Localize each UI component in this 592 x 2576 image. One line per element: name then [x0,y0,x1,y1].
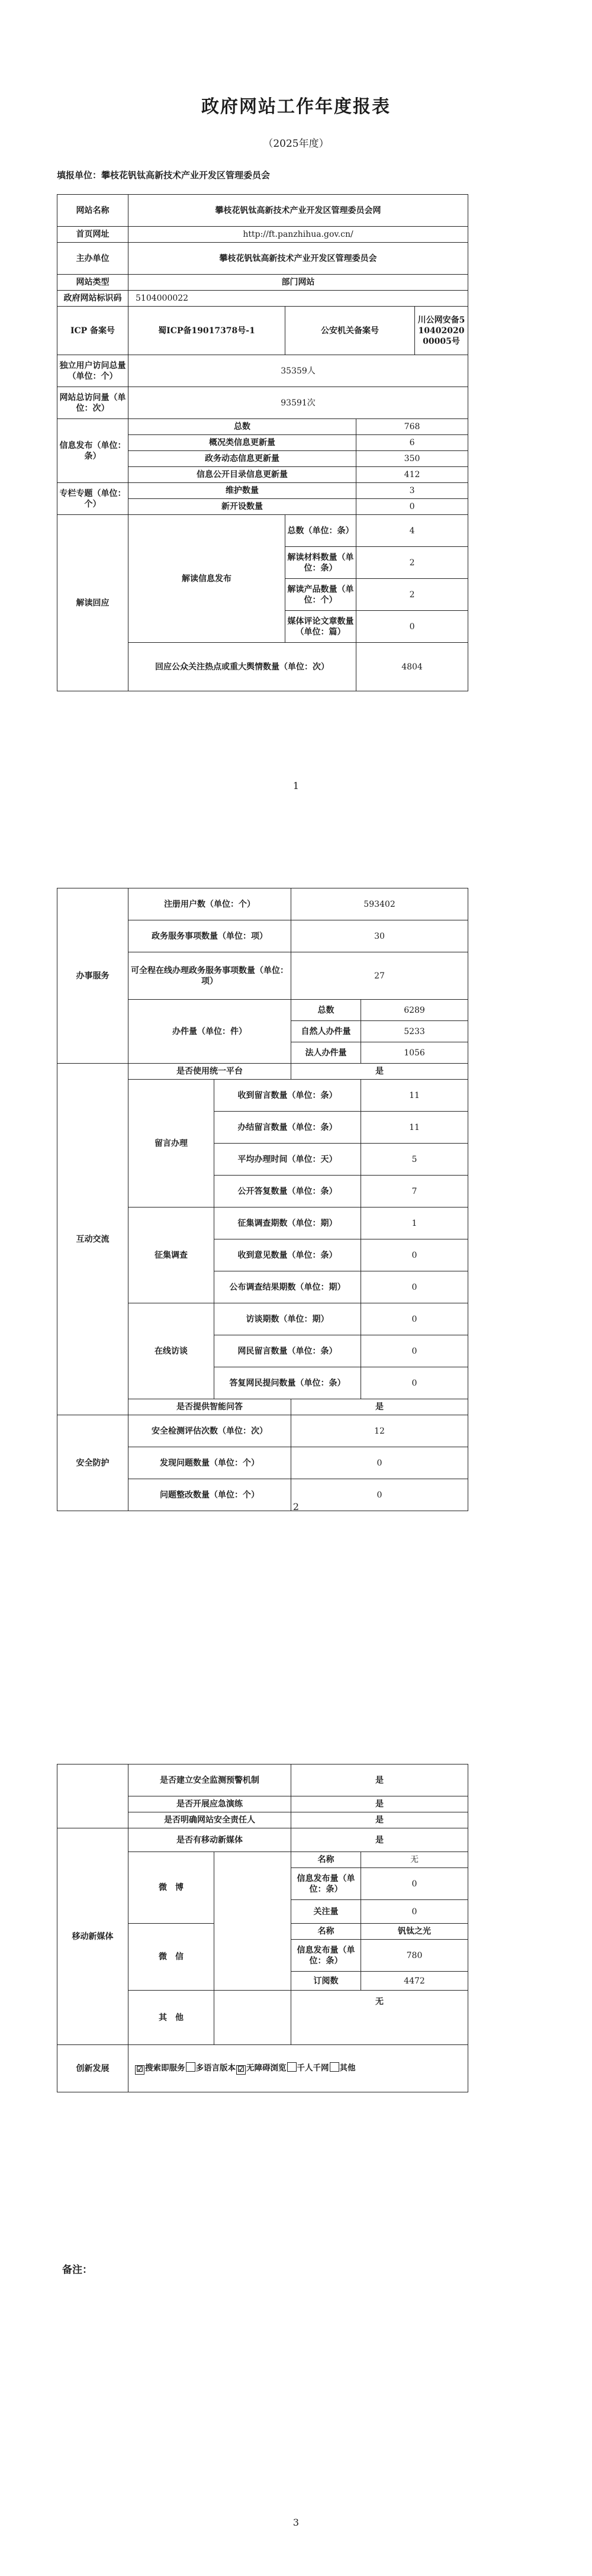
items-value: 30 [291,920,468,952]
interp-hot-value: 4804 [356,643,468,691]
sec-fixed-value: 0 [291,1479,468,1511]
msg-label: 留言办理 [128,1080,214,1208]
column-maint-label: 维护数量 [128,483,356,499]
site-code-label: 政府网站标识码 [57,291,128,307]
sec-eval-label: 安全检测评估次数（单位：次） [128,1415,291,1447]
wechat-subs-label: 订阅数 [291,1972,361,1991]
interp-material-label: 解读材料数量（单位：条） [285,547,356,579]
mobile-has-label: 是否有移动新媒体 [128,1828,291,1852]
sec-monitor-label: 是否建立安全监测预警机制 [128,1764,291,1796]
note-label: 备注： [62,2264,92,2276]
cases-legal-label: 法人办件量 [291,1042,361,1064]
sec-person-label: 是否明确网站安全责任人 [128,1812,291,1828]
innovation-label: 创新发展 [57,2045,128,2092]
innov-option-personalized[interactable]: 千人千网 [287,2062,329,2073]
interp-media-value: 0 [356,611,468,643]
msg-time-value: 5 [361,1144,468,1176]
innov-option-search[interactable]: ☑ 搜索即服务 [134,2063,185,2075]
uv-value: 35359人 [128,355,468,387]
reg-value: 593402 [291,888,468,920]
interp-material-value: 2 [356,547,468,579]
cases-person-label: 自然人办件量 [291,1021,361,1042]
unified-label: 是否使用统一平台 [128,1064,291,1080]
home-url-value: http://ft.panzhihua.gov.cn/ [128,227,468,243]
info-total-value: 768 [356,419,468,435]
column-new-value: 0 [356,499,468,515]
interview-count-label: 访谈期数（单位：期） [214,1303,361,1335]
unified-value: 是 [291,1064,468,1080]
msg-pub-label: 公开答复数量（单位：条） [214,1176,361,1208]
msg-done-label: 办结留言数量（单位：条） [214,1112,361,1144]
security-label: 安全防护 [57,1415,128,1511]
interp-media-label: 媒体评论文章数量（单位：篇） [285,611,356,643]
items-label: 政务服务事项数量（单位：项） [128,920,291,952]
interp-pub-label: 解读信息发布 [128,515,285,643]
interp-hot-label: 回应公众关注热点或重大舆情数量（单位：次） [128,643,356,691]
column-maint-value: 3 [356,483,468,499]
weibo-label: 微 博 [128,1852,214,1924]
police-label: 公安机关备案号 [285,307,415,355]
info-total-label: 总数 [128,419,356,435]
report-table-page1 [57,194,468,691]
interview-reply-value: 0 [361,1367,468,1399]
mobile-has-value: 是 [291,1828,468,1852]
smartqa-value: 是 [291,1399,468,1415]
survey-opinion-label: 收到意见数量（单位：条） [214,1239,361,1271]
wechat-posts-value: 780 [361,1940,468,1972]
site-name-value: 攀枝花钒钛高新技术产业开发区管理委员会网 [128,195,468,227]
innov-option-accessible[interactable]: ☑ 无障碍浏览 [236,2063,287,2075]
innov-option-multilang[interactable]: 多语言版本 [185,2062,236,2073]
interact-label: 互动交流 [57,1064,128,1415]
cases-person-value: 5233 [361,1021,468,1042]
wechat-label: 微 信 [128,1924,214,1991]
cases-label: 办件量（单位：件） [128,1000,291,1064]
site-name-label: 网站名称 [57,195,128,227]
interp-total-label: 总数（单位：条） [285,515,356,547]
uv-label: 独立用户访问总量（单位：个） [57,355,128,387]
sec-found-label: 发现问题数量（单位：个） [128,1447,291,1479]
sec-person-value: 是 [291,1812,468,1828]
page-number-2: 2 [292,1501,300,1512]
service-label: 办事服务 [57,888,128,1064]
pv-label: 网站总访问量（单位：次） [57,387,128,419]
report-title: 政府网站工作年度报表 [201,96,391,117]
pv-value: 93591次 [128,387,468,419]
interview-msg-value: 0 [361,1335,468,1367]
interp-total-value: 4 [356,515,468,547]
interview-label: 在线访谈 [128,1303,214,1399]
info-open-value: 412 [356,467,468,483]
other-label: 其 他 [128,1991,214,2045]
wechat-name-value: 钒钛之光 [361,1924,468,1940]
survey-label: 征集调查 [128,1208,214,1303]
site-type-value: 部门网站 [128,275,468,291]
reg-label: 注册用户数（单位：个） [128,888,291,920]
report-table-page3 [57,1764,468,2092]
msg-recv-label: 收到留言数量（单位：条） [214,1080,361,1112]
checkbox-checked-icon: ☑ [135,2065,144,2075]
survey-count-value: 1 [361,1208,468,1239]
online-items-label: 可全程在线办理政务服务事项数量（单位：项） [128,952,291,1000]
info-news-value: 350 [356,451,468,467]
weibo-name-value: 无 [361,1852,468,1868]
sec-eval-value: 12 [291,1415,468,1447]
page3-security-cont [57,1764,128,1828]
icp-label: ICP 备案号 [57,307,128,355]
wechat-posts-label: 信息发布量（单位：条） [291,1940,361,1972]
weibo-follow-value: 0 [361,1900,468,1924]
icp-value: 蜀ICP备19017378号-1 [128,307,285,355]
sec-drill-value: 是 [291,1796,468,1812]
innovation-options [128,2045,468,2092]
checkbox-empty-icon [330,2062,339,2072]
info-news-label: 政务动态信息更新量 [128,451,356,467]
survey-opinion-value: 0 [361,1239,468,1271]
checkbox-empty-icon [287,2062,297,2072]
sec-drill-label: 是否开展应急演练 [128,1796,291,1812]
wechat-name-label: 名称 [291,1924,361,1940]
survey-count-label: 征集调查期数（单位：期） [214,1208,361,1239]
interp-product-label: 解读产品数量（单位：个） [285,579,356,611]
cases-total-value: 6289 [361,1000,468,1021]
sec-fixed-label: 问题整改数量（单位：个） [128,1479,291,1511]
sponsor-value: 攀枝花钒钛高新技术产业开发区管理委员会 [128,243,468,275]
weibo-posts-label: 信息发布量（单位：条） [291,1868,361,1900]
info-label: 信息发布（单位：条） [57,419,128,483]
home-url-label: 首页网址 [57,227,128,243]
filler-unit: 填报单位：攀枝花钒钛高新技术产业开发区管理委员会 [57,170,271,181]
checkbox-checked-icon: ☑ [236,2065,246,2075]
site-type-label: 网站类型 [57,275,128,291]
msg-recv-value: 11 [361,1080,468,1112]
police-value: 川公网安备51040202000005号 [415,307,468,355]
report-year: （2025年度） [263,138,329,150]
smartqa-label: 是否提供智能问答 [128,1399,291,1415]
interview-count-value: 0 [361,1303,468,1335]
info-overview-value: 6 [356,435,468,451]
cases-legal-value: 1056 [361,1042,468,1064]
report-table-page2 [57,888,468,1511]
weibo-name-label: 名称 [291,1852,361,1868]
cases-total-label: 总数 [291,1000,361,1021]
column-new-label: 新开设数量 [128,499,356,515]
interp-product-value: 2 [356,579,468,611]
column-label: 专栏专题（单位：个） [57,483,128,515]
interp-label: 解读回应 [57,515,128,691]
innov-option-other[interactable]: 其他 [329,2062,356,2073]
sec-monitor-value: 是 [291,1764,468,1796]
sec-found-value: 0 [291,1447,468,1479]
site-code-value: 5104000022 [128,291,468,307]
weibo-posts-value: 0 [361,1868,468,1900]
survey-result-value: 0 [361,1271,468,1303]
online-items-value: 27 [291,952,468,1000]
page-number-3: 3 [292,2517,300,2528]
msg-done-value: 11 [361,1112,468,1144]
survey-result-label: 公布调查结果期数（单位：期） [214,1271,361,1303]
msg-pub-value: 7 [361,1176,468,1208]
page-number-1: 1 [292,780,300,791]
info-overview-label: 概况类信息更新量 [128,435,356,451]
sponsor-label: 主办单位 [57,243,128,275]
interview-reply-label: 答复网民提问数量（单位：条） [214,1367,361,1399]
mobile-label: 移动新媒体 [57,1828,128,2045]
wechat-subs-value: 4472 [361,1972,468,1991]
checkbox-empty-icon [186,2062,195,2072]
info-open-label: 信息公开目录信息更新量 [128,467,356,483]
interview-msg-label: 网民留言数量（单位：条） [214,1335,361,1367]
weibo-follow-label: 关注量 [291,1900,361,1924]
msg-time-label: 平均办理时间（单位：天） [214,1144,361,1176]
other-value: 无 [291,1991,468,2045]
